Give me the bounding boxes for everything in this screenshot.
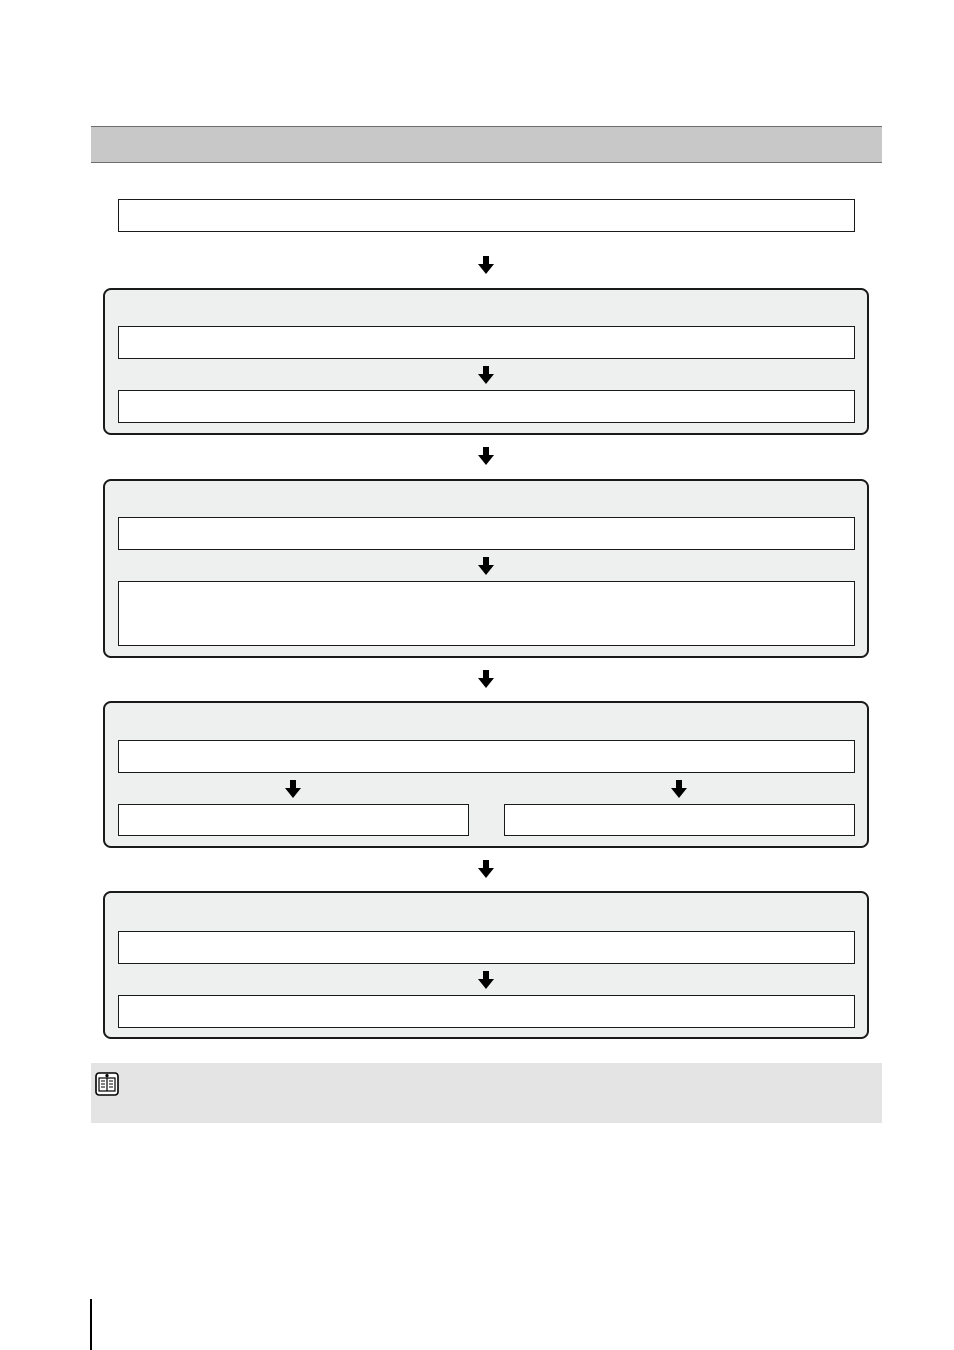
- page-margin-rule: [90, 1299, 92, 1350]
- flow-group-2-step-2: [118, 581, 855, 646]
- down-arrow-icon: [478, 256, 494, 274]
- down-arrow-icon: [478, 860, 494, 878]
- flow-group-1-step-1: [118, 326, 855, 359]
- flow-group-4-step-1: [118, 931, 855, 964]
- flow-group-2-step-1: [118, 517, 855, 550]
- important-note-icon: [95, 1072, 119, 1096]
- down-arrow-icon: [285, 780, 301, 798]
- flow-group-4-step-2: [118, 995, 855, 1028]
- down-arrow-icon: [478, 557, 494, 575]
- down-arrow-icon: [671, 780, 687, 798]
- down-arrow-icon: [478, 447, 494, 465]
- flow-step-start: [118, 199, 855, 232]
- flow-group-3-step-left: [118, 804, 469, 836]
- flow-group-3-step-right: [504, 804, 855, 836]
- down-arrow-icon: [478, 366, 494, 384]
- flow-group-1-step-2: [118, 390, 855, 423]
- down-arrow-icon: [478, 670, 494, 688]
- down-arrow-icon: [478, 971, 494, 989]
- important-note-panel: [91, 1063, 882, 1123]
- section-header-band: [91, 126, 882, 163]
- flow-group-3-step-1: [118, 740, 855, 773]
